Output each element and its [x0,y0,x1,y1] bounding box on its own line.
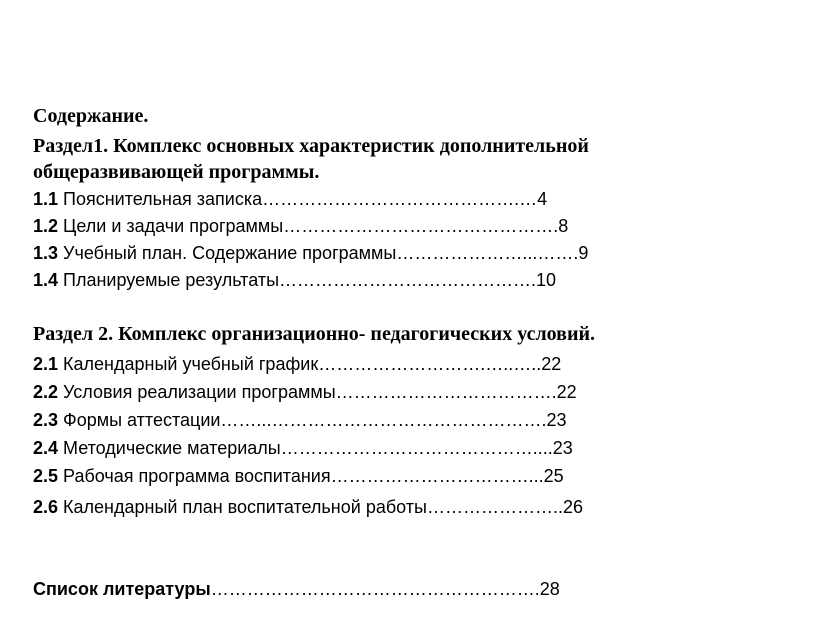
section2-title: Раздел 2. Комплекс организационно- педагогических условий. [33,323,596,345]
toc-item-2-1 [33,352,561,376]
toc-item-text: Методические материалы……………………………………....23 [58,438,573,458]
toc-item-1-4 [33,268,556,292]
toc-item-text: Условия реализации программы……………………………….22 [58,382,577,402]
toc-item-text: Планируемые результаты…………………………………….10 [58,270,557,290]
toc-item-text: Формы аттестации……...……………………………………….23 [58,410,567,430]
toc-item-text: Учебный план. Содержание программы…………………...…….9 [58,243,589,263]
toc-item-1-2 [33,214,568,238]
literature-page: ……………………………………………….28 [210,579,560,599]
toc-item-number: 2.1 [33,354,59,374]
toc-item-number: 2.6 [33,497,59,517]
toc-item-2-5 [33,464,564,488]
toc-item-number: 1.2 [33,216,59,236]
toc-item-number: 2.4 [33,438,59,458]
toc-item-2-3 [33,408,566,432]
toc-item-number: 2.3 [33,410,59,430]
toc-item-number: 2.5 [33,466,59,486]
toc-item-number: 2.2 [33,382,59,402]
toc-item-text: Пояснительная записка…………………………………….…4 [58,189,548,209]
toc-item-number: 1.3 [33,243,59,263]
toc-item-1-3 [33,241,588,265]
toc-item-2-6 [33,495,583,519]
toc-item-1-1 [33,187,547,211]
section1-title-line1: Раздел1. Комплекс основных характеристик дополнительной [33,135,589,157]
toc-item-text: Рабочая программа воспитания……………………………...25 [58,466,564,486]
toc-item-number: 1.4 [33,270,59,290]
toc-item-text: Календарный план воспитательной работы…………………..26 [58,497,583,517]
literature-label: Список литературы [33,579,211,599]
toc-item-number: 1.1 [33,189,59,209]
toc-item-text: Цели и задачи программы……………………………………….8 [58,216,569,236]
toc-item-2-2 [33,380,577,404]
toc-literature [33,577,560,601]
toc-item-text: Календарный учебный график……………………….…..…..22 [58,354,562,374]
toc-heading: Содержание. [33,105,149,127]
toc-item-2-4 [33,436,573,460]
section1-title-line2: общеразвивающей программы. [33,161,320,183]
